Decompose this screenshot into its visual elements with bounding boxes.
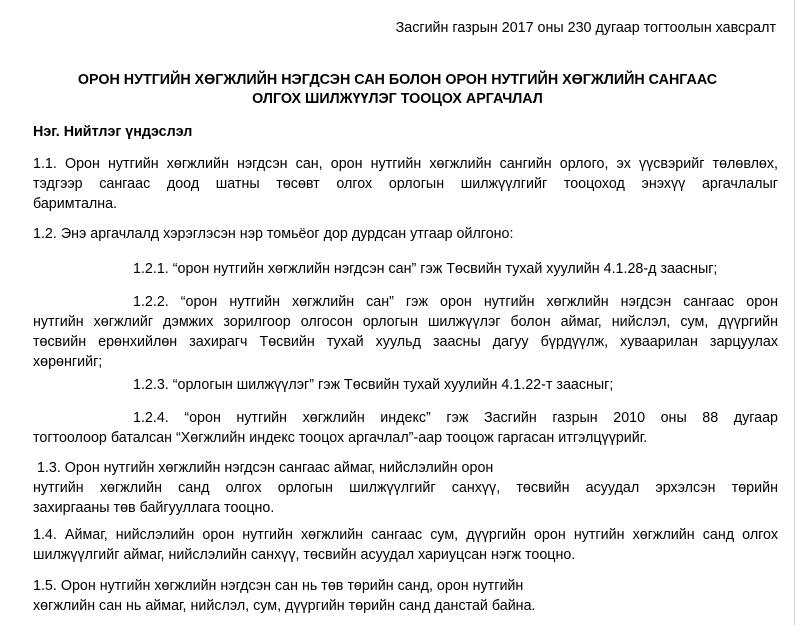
- paragraph-1-2: [33, 224, 778, 244]
- paragraph-1-2-4-line-2: тогтоолоор баталсан “Хөгжлийн индекс тооцох аргачлал”-аар тооцож гаргасан итгэлцүүрийг.: [33, 430, 648, 446]
- paragraph-1-1-line-2: тэдгээр сангаас доод шатны төсөвт олгох орлогын шилжүүлгийг тооцоход энэхүү аргачлалыг: [33, 176, 778, 192]
- paragraph-1-5-line-2: хөгжлийн сан нь аймаг, нийслэл, сум, дүүргийн төрийн санд данстай байна.: [33, 598, 536, 614]
- paragraph-1-2-2-line-2: нутгийн хөгжлийг дэмжих зорилгоор олгосон орлогын шилжүүлэг болон аймаг, нийслэл, сум, дүүргийн: [33, 314, 778, 330]
- paragraph-1-2-2: [33, 292, 778, 372]
- paragraph-1-3-line-1: 1.3. Орон нутгийн хөгжлийн нэгдсэн сангаас аймаг, нийслэлийн орон: [33, 460, 494, 476]
- paragraph-1-5: [33, 576, 778, 616]
- paragraph-1-1-line-3: баримтална.: [33, 196, 118, 212]
- paragraph-1-2-3: [33, 375, 778, 395]
- paragraph-1-4-line-1: 1.4. Аймаг, нийслэлийн орон нутгийн хөгжлийн сангаас сум, дүүргийн орон нутгийн хөгжлийн санд олгох: [33, 527, 778, 543]
- paragraph-1-3-line-3: захиргааны төв байгууллага тооцно.: [33, 500, 275, 516]
- paragraph-1-5-line-1: 1.5. Орон нутгийн хөгжлийн нэгдсэн сан нь төв төрийн санд, орон нутгийн: [33, 578, 524, 594]
- paragraph-1-4-line-2: шилжүүлгийг аймаг, нийслэлийн санхүү, төсвийн асуудал хариуцсан нэгж тооцно.: [33, 547, 576, 563]
- paragraph-1-2-2-line-1: 1.2.2. “орон нутгийн хөгжлийн сан” гэж орон нутгийн хөгжлийн нэгдсэн сангаас орон: [133, 294, 778, 310]
- attachment-note: Засгийн газрын 2017 оны 230 дугаар тогтоолын хавсралт: [395, 20, 776, 36]
- paragraph-1-2-3-text: 1.2.3. “орлогын шилжүүлэг” гэж Төсвийн тухай хуулийн 4.1.22-т заасныг;: [133, 377, 614, 393]
- title-line-1: ОРОН НУТГИЙН ХӨГЖЛИЙН НЭГДСЭН САН БОЛОН ОРОН НУТГИЙН ХӨГЖЛИЙН САНГААС: [77, 72, 718, 88]
- paragraph-1-3: [33, 458, 778, 518]
- paragraph-1-1: [33, 154, 778, 214]
- paragraph-1-2-4: [33, 408, 778, 448]
- paragraph-1-4: [33, 525, 778, 565]
- paragraph-1-2-4-line-1: 1.2.4. “орон нутгийн хөгжлийн индекс” гэж Засгийн газрын 2010 оны 88 дугаар: [133, 410, 778, 426]
- section-heading: Нэг. Нийтлэг үндэслэл: [33, 124, 193, 140]
- title-line-2: ОЛГОХ ШИЛЖҮҮЛЭГ ТООЦОХ АРГАЧЛАЛ: [252, 91, 543, 107]
- document-title: [0, 71, 795, 109]
- paragraph-1-3-line-2: нутгийн хөгжлийн санд олгох орлогын шилжүүлгийг санхүү, төсвийн асуудал эрхэлсэн төрийн: [33, 480, 778, 496]
- paragraph-1-1-line-1: 1.1. Орон нутгийн хөгжлийн нэгдсэн сан, орон нутгийн хөгжлийн сангийн орлого, эх үүсвэрийг төлөвлөх,: [33, 156, 778, 172]
- paragraph-1-2-1-text: 1.2.1. “орон нутгийн хөгжлийн нэгдсэн сан” гэж Төсвийн тухай хуулийн 4.1.28-д заасныг;: [133, 261, 718, 277]
- paragraph-1-2-1: [33, 259, 778, 279]
- paragraph-1-2-text: 1.2. Энэ аргачлалд хэрэглэсэн нэр томьёог дор дурдсан утгаар ойлгоно:: [33, 226, 514, 242]
- paragraph-1-2-2-line-4: хөрөнгийг;: [33, 354, 103, 370]
- paragraph-1-2-2-line-3: төсвийн ерөнхийлөн захирагч Төсвийн тухай хуульд заасны дагуу бүрдүүлж, хуваарилан зарцуулах: [33, 334, 778, 350]
